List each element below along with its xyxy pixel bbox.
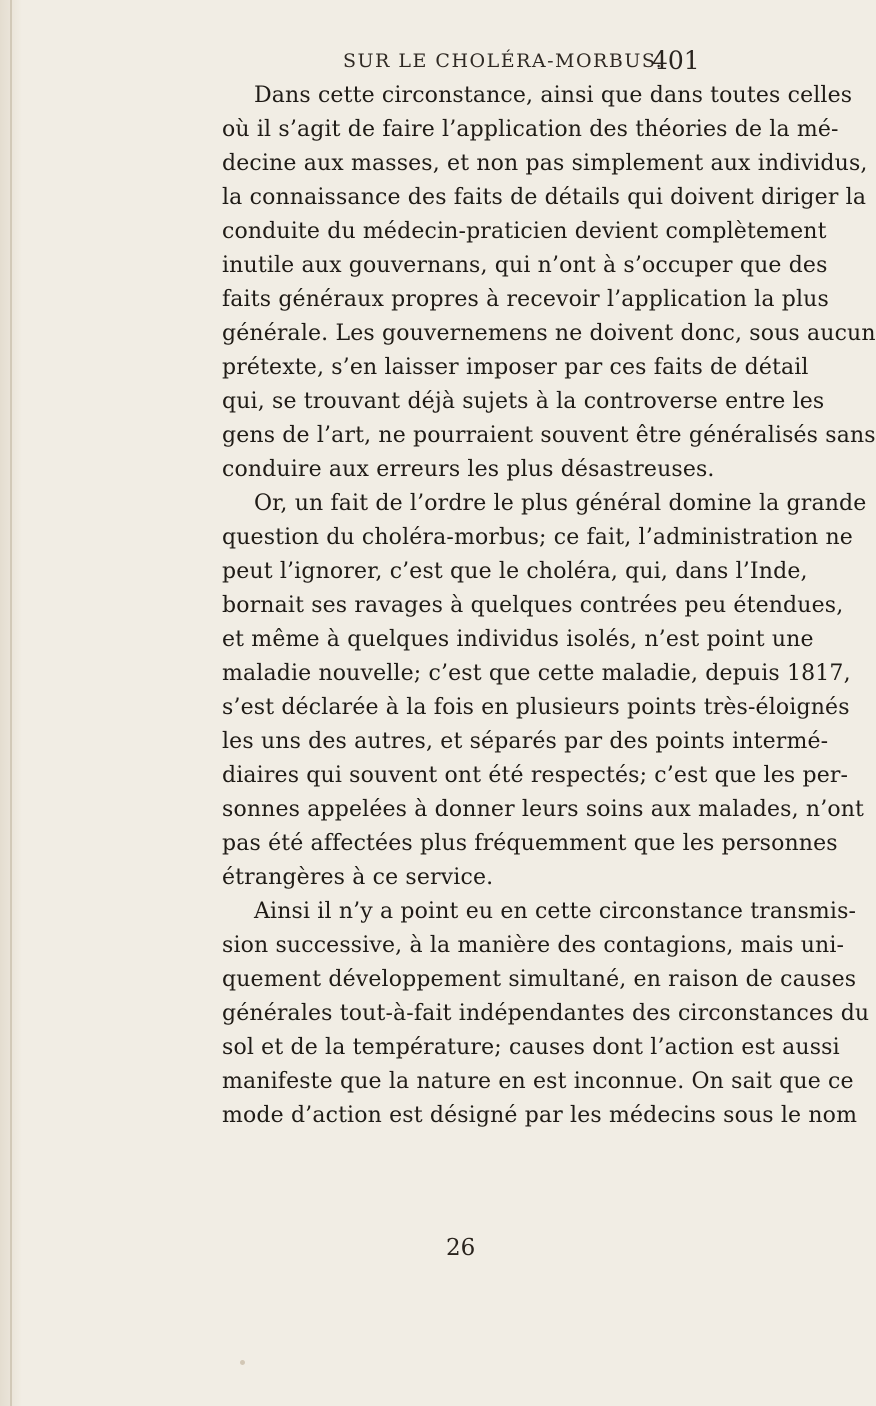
text-line: étrangères à ce service. [222, 865, 494, 890]
text-line: mode d’action est désigné par les médecins sous le nom [222, 1103, 858, 1128]
text-line: et même à quelques individus isolés, n’est point une [222, 627, 814, 652]
text-line: où il s’agit de faire l’application des théories de la mé- [222, 117, 839, 142]
text-line: sion successive, à la manière des contagions, mais uni- [222, 933, 845, 958]
text-line: générales tout-à-fait indépendantes des circonstances du [222, 1001, 870, 1026]
text-line: générale. Les gouvernemens ne doivent donc, sous aucun [222, 321, 876, 346]
text-line: s’est déclarée à la fois en plusieurs points très-éloignés [222, 695, 850, 720]
signature-mark: 26 [446, 1235, 476, 1261]
text-line: les uns des autres, et séparés par des points intermé- [222, 729, 829, 754]
text-line: peut l’ignorer, c’est que le choléra, qui, dans l’Inde, [222, 559, 808, 584]
page-number: 401 [652, 46, 700, 75]
ink-spot [240, 1360, 245, 1365]
text-line: conduite du médecin-praticien devient complètement [222, 219, 827, 244]
text-line: sol et de la température; causes dont l’action est aussi [222, 1035, 840, 1060]
text-line: pas été affectées plus fréquemment que les personnes [222, 831, 838, 856]
gutter-line [10, 0, 12, 1406]
text-line: faits généraux propres à recevoir l’application la plus [222, 287, 829, 312]
text-line: prétexte, s’en laisser imposer par ces faits de détail [222, 355, 809, 380]
page-header [0, 42, 800, 82]
text-line: gens de l’art, ne pourraient souvent être généralisés sans [222, 423, 876, 448]
text-line: manifeste que la nature en est inconnue. On sait que ce [222, 1069, 854, 1094]
text-line: conduire aux erreurs les plus désastreuses. [222, 457, 715, 482]
text-line: inutile aux gouvernans, qui n’ont à s’occuper que des [222, 253, 828, 278]
text-line: bornait ses ravages à quelques contrées peu étendues, [222, 593, 844, 618]
text-line: Or, un fait de l’ordre le plus général domine la grande [254, 491, 867, 516]
text-line: la connaissance des faits de détails qui doivent diriger la [222, 185, 867, 210]
text-line: maladie nouvelle; c’est que cette maladie, depuis 1817, [222, 661, 851, 686]
text-line: quement développement simultané, en raison de causes [222, 967, 857, 992]
text-line: decine aux masses, et non pas simplement aux individus, [222, 151, 868, 176]
running-title: SUR LE CHOLÉRA-MORBUS. [343, 50, 664, 72]
text-line: sonnes appelées à donner leurs soins aux malades, n’ont [222, 797, 865, 822]
text-line: Dans cette circonstance, ainsi que dans toutes celles [254, 83, 853, 108]
text-line: qui, se trouvant déjà sujets à la controverse entre les [222, 389, 825, 414]
text-line: question du choléra-morbus; ce fait, l’administration ne [222, 525, 853, 550]
text-line: diaires qui souvent ont été respectés; c’est que les per- [222, 763, 849, 788]
text-line: Ainsi il n’y a point eu en cette circonstance transmis- [254, 899, 857, 924]
